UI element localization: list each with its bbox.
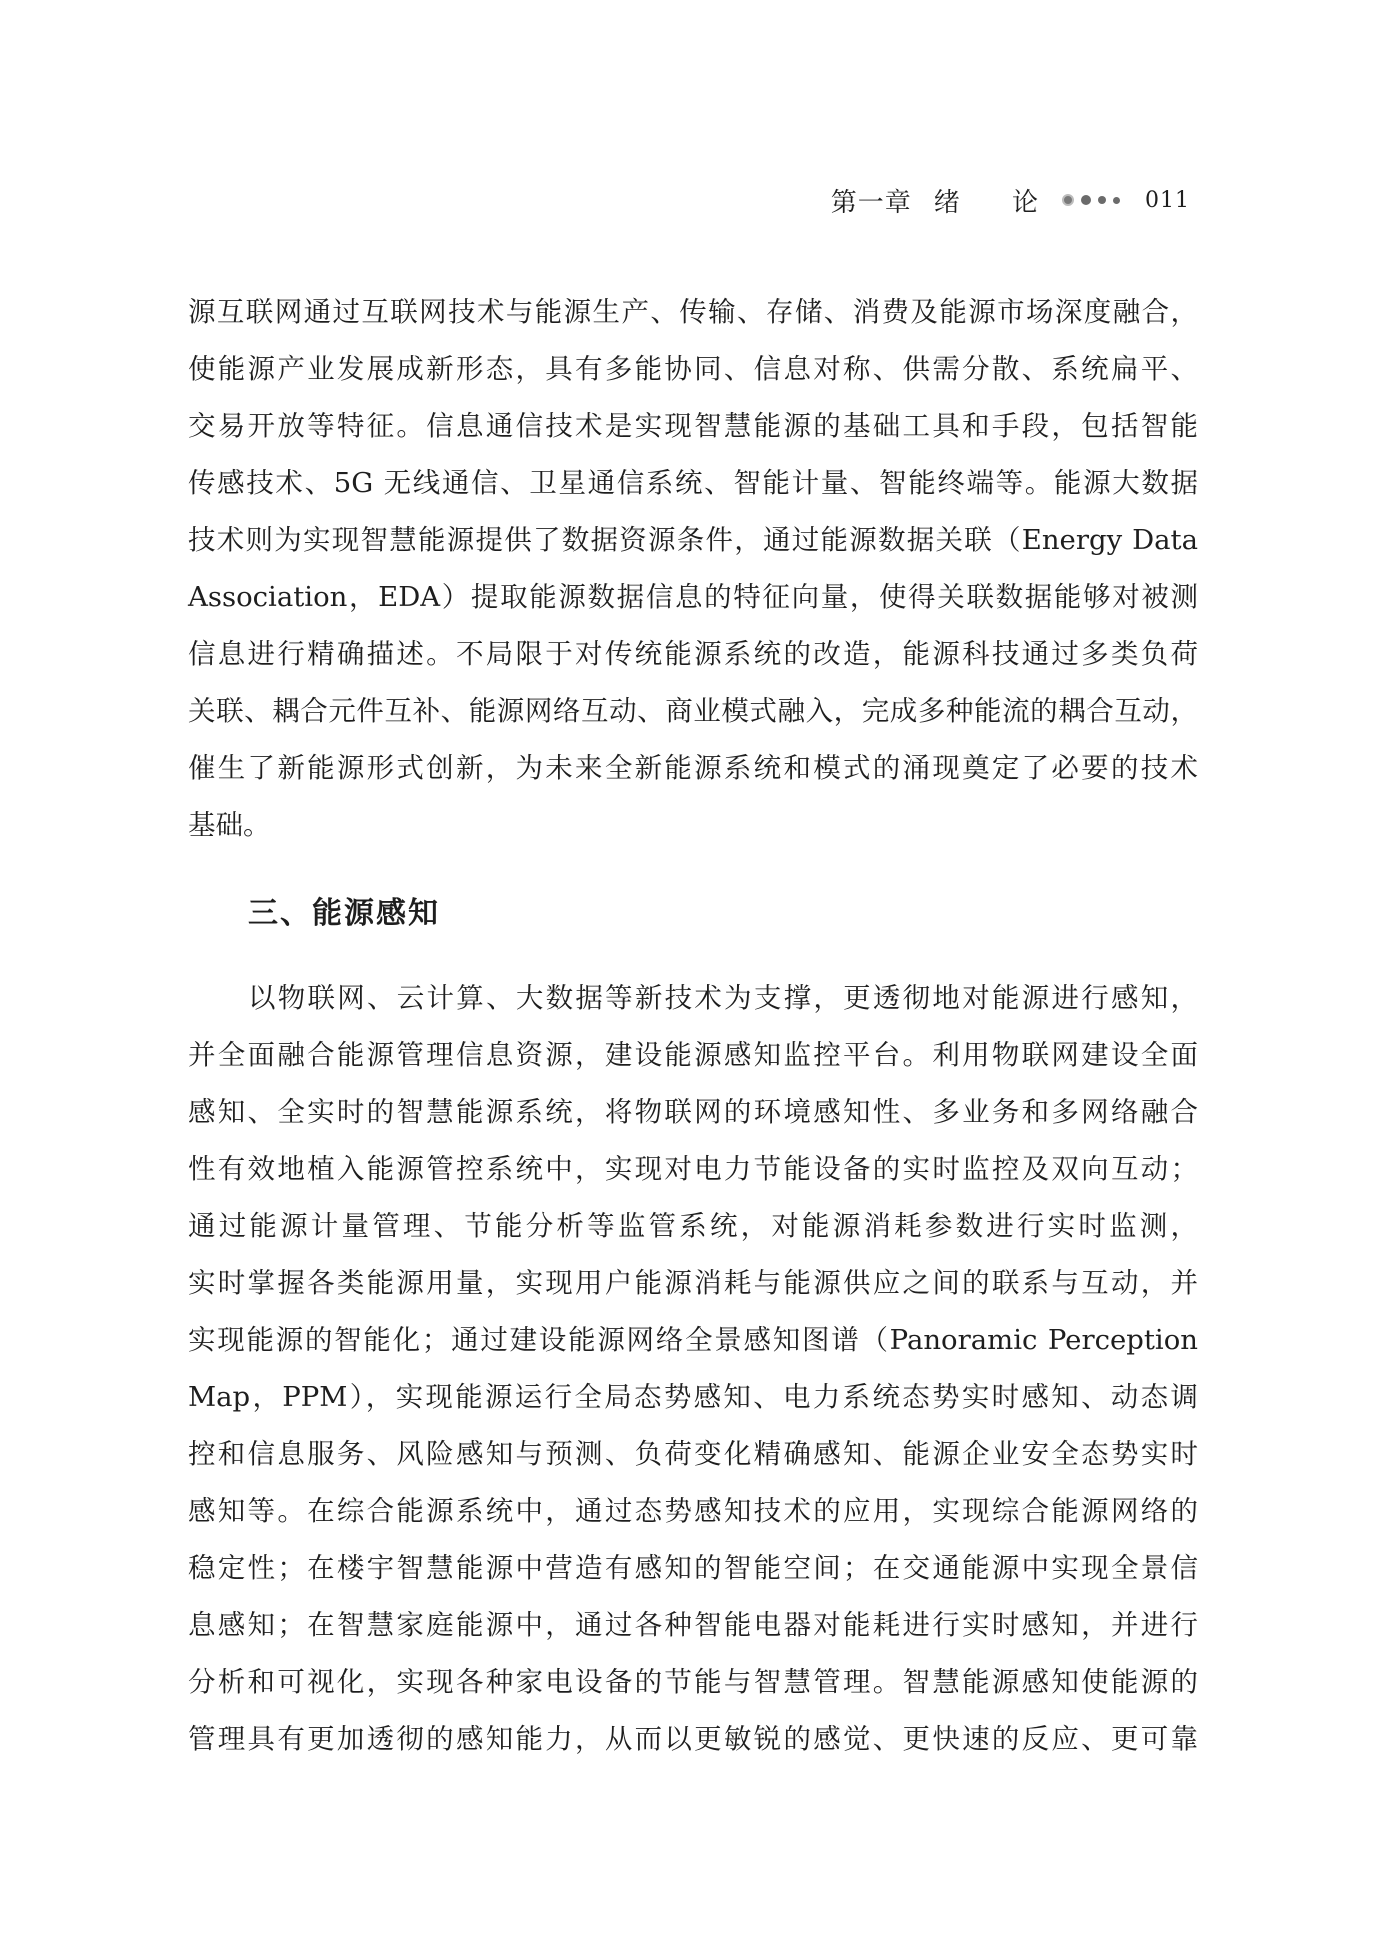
ornament-dot-icon [1081, 195, 1091, 205]
text-line: 信息进行精确描述。不局限于对传统能源系统的改造，能源科技通过多类负荷 [188, 638, 1198, 670]
text-line: Association，EDA）提取能源数据信息的特征向量，使得关联数据能够对被测 [188, 581, 1198, 613]
text-line: 分析和可视化，实现各种家电设备的节能与智慧管理。智慧能源感知使能源的 [188, 1666, 1198, 1698]
text-line: 催生了新能源形式创新，为未来全新能源系统和模式的涌现奠定了必要的技术 [188, 752, 1198, 784]
text-line: 技术则为实现智慧能源提供了数据资源条件，通过能源数据关联（Energy Data [188, 524, 1198, 556]
chapter-title: 绪 论 [933, 187, 1060, 218]
ornament-dot-icon [1098, 196, 1106, 204]
text-line: 并全面融合能源管理信息资源，建设能源感知监控平台。利用物联网建设全面 [188, 1039, 1198, 1071]
running-header [831, 180, 1190, 220]
text-line: 以物联网、云计算、大数据等新技术为支撑，更透彻地对能源进行感知， [248, 982, 1198, 1014]
text-line: 实现能源的智能化；通过建设能源网络全景感知图谱（Panoramic Perception [188, 1324, 1198, 1356]
text-line: 控和信息服务、风险感知与预测、负荷变化精确感知、能源企业安全态势实时 [188, 1438, 1198, 1470]
ornament-dot-icon [1113, 197, 1120, 204]
chapter-label: 第一章 [830, 187, 912, 218]
text-line: 关联、耦合元件互补、能源网络互动、商业模式融入，完成多种能流的耦合互动， [188, 695, 1198, 727]
text-line: Map，PPM），实现能源运行全局态势感知、电力系统态势实时感知、动态调 [188, 1381, 1198, 1413]
text-line: 感知等。在综合能源系统中，通过态势感知技术的应用，实现综合能源网络的 [188, 1495, 1198, 1527]
ornament-dot-icon [1062, 194, 1074, 206]
section-heading: 三、能源感知 [248, 896, 440, 931]
text-line: 稳定性；在楼宇智慧能源中营造有感知的智能空间；在交通能源中实现全景信 [188, 1552, 1198, 1584]
page-number: 011 [1145, 187, 1190, 213]
text-line: 基础。 [188, 809, 271, 841]
paragraph-continued [188, 284, 1198, 854]
header-dots-ornament [1062, 194, 1127, 206]
text-line: 使能源产业发展成新形态，具有多能协同、信息对称、供需分散、系统扁平、 [188, 353, 1198, 385]
text-line: 感知、全实时的智慧能源系统，将物联网的环境感知性、多业务和多网络融合 [188, 1096, 1198, 1128]
paragraph-energy-perception [188, 970, 1198, 1768]
text-line: 通过能源计量管理、节能分析等监管系统，对能源消耗参数进行实时监测， [188, 1210, 1198, 1242]
text-line: 传感技术、5G 无线通信、卫星通信系统、智能计量、智能终端等。能源大数据 [188, 467, 1198, 499]
text-line: 管理具有更加透彻的感知能力，从而以更敏锐的感觉、更快速的反应、更可靠 [188, 1723, 1198, 1755]
text-line: 息感知；在智慧家庭能源中，通过各种智能电器对能耗进行实时感知，并进行 [188, 1609, 1198, 1641]
text-line: 源互联网通过互联网技术与能源生产、传输、存储、消费及能源市场深度融合， [188, 296, 1198, 328]
text-line: 实时掌握各类能源用量，实现用户能源消耗与能源供应之间的联系与互动，并 [188, 1267, 1198, 1299]
text-line: 性有效地植入能源管控系统中，实现对电力节能设备的实时监控及双向互动； [188, 1153, 1198, 1185]
text-line: 交易开放等特征。信息通信技术是实现智慧能源的基础工具和手段，包括智能 [188, 410, 1198, 442]
